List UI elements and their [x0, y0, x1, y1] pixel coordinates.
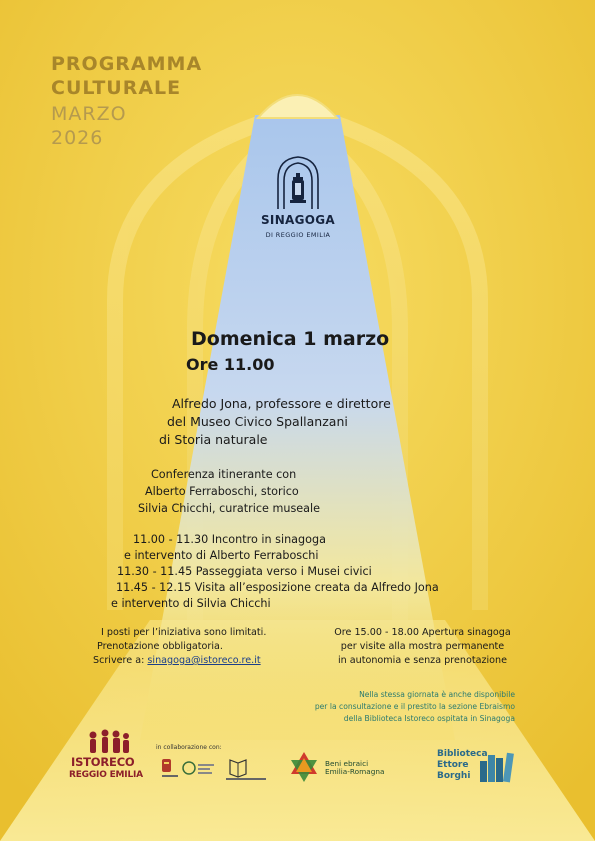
- library-note-line-1: Nella stessa giornata è anche disponibile: [359, 690, 515, 699]
- schedule-line-2: e intervento di Alberto Ferraboschi: [124, 549, 319, 562]
- library-note-line-2: per la consultazione e il prestito la sezione Ebraismo: [314, 702, 515, 711]
- header-year: 2026: [51, 127, 104, 149]
- header-line-2: CULTURALE: [51, 77, 182, 99]
- schedule-line-1: 11.00 - 11.30 Incontro in sinagoga: [133, 533, 326, 546]
- speaker-line-3: di Storia naturale: [159, 432, 268, 447]
- schedule-line-5: e intervento di Silvia Chicchi: [111, 597, 271, 610]
- library-note-line-3: della Biblioteca Istoreco ospitata in Sinagoga: [343, 714, 515, 723]
- synagogue-icon: [270, 155, 326, 211]
- booking-line-1: I posti per l’iniziativa sono limitati.: [101, 627, 267, 638]
- booking-email-link[interactable]: sinagoga@istoreco.re.it: [147, 655, 261, 666]
- biblio-line-3: Borghi: [437, 771, 471, 781]
- event-date: Domenica 1 marzo: [191, 328, 390, 350]
- comune-crest-icon: [162, 759, 178, 777]
- istoreco-figures-icon: [86, 728, 132, 754]
- booking-prefix: Scrivere a:: [93, 655, 148, 666]
- event-time: Ore 11.00: [186, 355, 275, 374]
- provincia-logo-icon: [183, 762, 214, 774]
- booking-line-3: [93, 654, 261, 668]
- star-of-david-icon: [288, 750, 320, 784]
- header-line-1: PROGRAMMA: [51, 53, 203, 75]
- beni-line-1: Beni ebraici: [325, 759, 369, 768]
- speaker-line-2: del Museo Civico Spallanzani: [167, 414, 348, 429]
- opening-line-1: Ore 15.00 - 18.00 Apertura sinagoga: [334, 627, 511, 638]
- biblio-line-1: Biblioteca: [437, 749, 488, 759]
- book-icon: [226, 760, 266, 780]
- logo-subtitle: DI REGGIO EMILIA: [265, 231, 331, 239]
- istoreco-logo-line-1: ISTORECO: [71, 755, 135, 769]
- schedule-line-4: 11.45 - 12.15 Visita all’esposizione creata da Alfredo Jona: [116, 581, 439, 594]
- biblio-line-2: Ettore: [437, 760, 469, 770]
- istoreco-logo-line-2: REGGIO EMILIA: [69, 770, 143, 780]
- partner-logos: [160, 756, 270, 782]
- conference-line-1: Conferenza itinerante con: [151, 468, 297, 481]
- schedule-line-3: 11.30 - 11.45 Passeggiata verso i Musei civici: [117, 565, 372, 578]
- conference-line-3: Silvia Chicchi, curatrice museale: [138, 502, 321, 515]
- header-month: MARZO: [51, 103, 127, 125]
- logo-title: SINAGOGA: [260, 213, 336, 227]
- books-icon: [478, 751, 516, 783]
- opening-line-3: in autonomia e senza prenotazione: [337, 655, 508, 666]
- booking-line-2: Prenotazione obbligatoria.: [97, 641, 223, 652]
- opening-line-2: per visite alla mostra permanente: [340, 641, 505, 652]
- collab-label: in collaborazione con:: [156, 744, 222, 751]
- beni-line-2: Emilia-Romagna: [325, 767, 385, 776]
- conference-line-2: Alberto Ferraboschi, storico: [145, 485, 299, 498]
- speaker-line-1: Alfredo Jona, professore e direttore: [172, 396, 391, 411]
